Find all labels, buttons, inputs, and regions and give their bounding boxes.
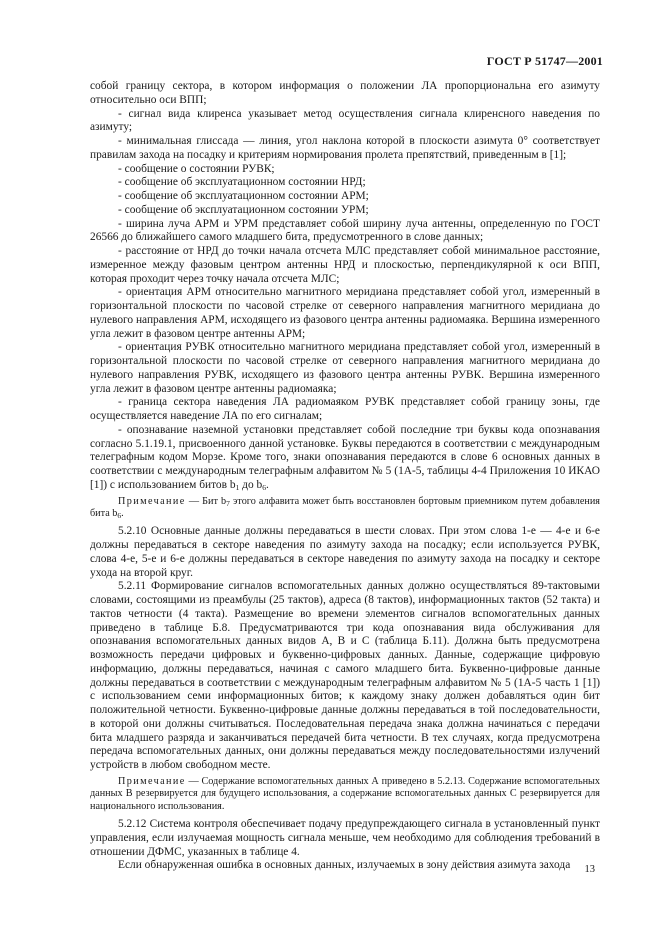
note-bit: Примечание — Бит $b_7$ этого алфавита может быть восстановлен бортовым приемником путем добавления бита $b_6$. — [90, 495, 600, 520]
list-item: - сообщение об эксплуатационном состоянии НРД; — [118, 176, 366, 189]
clause-5-2-12: 5.2.12 Система контроля обеспечивает подачу предупреждающего сигнала в установленный пункт управления, если излучаемая мощность сигнала меньше, чем необходимо для соблюдения требований в отношении ДФМС, указанных в таблице 4. — [90, 818, 600, 858]
paragraph-identification: - опознавание наземной установки представляет собой последние три буквы кода опознавания согласно 5.1.19.1, присвоенного данной установке. Буквы передаются в соответствии с международным телеграфным кодом Морзе. Кроме того, знаки опознавания передаются в слове 6 основных данных в соответствии с международным телеграфным алфавитом № 5 (1А-5, таблицы 4-4 Приложения 10 ИКАО [1]) с использованием битов $b_1$ до $b_6$. — [90, 423, 600, 492]
list-item: - ориентация РУВК относительно магнитного меридиана представляет собой угол, измеренный в горизонтальной плоскости по часовой стрелке от северного направления магнитного меридиана до нулевого направления РУВК, исходящего из фазового центра антенны РУВК. Вершина измеренного угла лежит в фазовом центре антенны радиомаяка; — [90, 341, 600, 395]
clause-5-2-11: 5.2.11 Формирование сигналов вспомогательных данных должно осуществляться 89-тактовыми словами, состоящими из преамбулы (25 тактов), адреса (8 тактов), информационных тактов (52 такта) и тактов четности (4 такта). Размещение во времени элементов сигналов вспомогательных данных приведено в таблице Б.8. Предусматриваются три кода опознавания вида обслуживания для опознавания вспомогательных данных видов А, В и С (таблица Б.11). Должна быть предусмотрена возможность передачи цифровых и буквенно-цифровых данных. Данные, содержащие цифровую информацию, должны передаваться, начиная с самого младшего бита. Буквенно-цифровые данные должны передаваться в соответствии с международным телеграфным алфавитом № 5 (1А-5 часть 1 [1]) с использованием семи информационных битов; к каждому знаку должен добавляться один бит положительной четности. Буквенно-цифровые данные должны передаваться в той последовательности, в которой они должны считываться. Последовательная передача знака должна начинаться с передачи бита младшего разряда и заканчиваться передачей бита четности. В тех случаях, когда предусмотрена передача вспомогательных данных, они должны передаваться между последовательностями излучений устройств в любом свободном месте. — [90, 580, 600, 772]
definitions-list — [90, 80, 600, 424]
list-item: - расстояние от НРД до точки начала отсчета МЛС представляет собой минимальное расстояние, измеренное между фазовым центром антенны НРД и плоскостью, перпендикулярной к оси ВПП, которая проходит через точку начала отсчета МЛС; — [90, 245, 600, 285]
note-auxiliary-data: Примечание — Содержание вспомогательных данных А приведено в 5.2.13. Содержание вспомогательных данных В резервируется для будущего использования, а содержание вспомогательных данных С резервируется для национального использования. — [90, 775, 600, 812]
paragraph-error-detection: Если обнаруженная ошибка в основных данных, излучаемых в зону действия азимута захода — [118, 859, 571, 872]
document-header: ГОСТ Р 51747—2001 — [486, 54, 603, 68]
list-item: - минимальная глиссада — линия, угол наклона которой в плоскости азимута 0° соответствует правилам захода на посадку и критериям нормирования пролета препятствий, приведенным в [1]; — [90, 135, 600, 161]
list-item: - ориентация АРМ относительно магнитного меридиана представляет собой угол, измеренный в горизонтальной плоскости по часовой стрелке от северного направления магнитного меридиана до нулевого направления АРМ, исходящего из фазового центра антенны радиомаяка. Вершина измеренного угла лежит в фазовом центре антенны АРМ; — [90, 286, 600, 340]
page-body — [90, 80, 600, 873]
list-item: - сообщение о состоянии РУВК; — [118, 162, 275, 175]
list-item: собой границу сектора, в котором информация о положении ЛА пропорциональна его азимуту относительно оси ВПП; — [90, 80, 600, 106]
list-item: - сообщение об эксплуатационном состоянии АРМ; — [118, 190, 369, 202]
list-item: - граница сектора наведения ЛА радиомаяком РУВК представляет собой границу зоны, где осуществляется наведение ЛА по его сигналам; — [90, 396, 600, 422]
clause-5-2-10: 5.2.10 Основные данные должны передаваться в шести словах. При этом слова 1-е — 4-е и 6-е должны передаваться в секторе наведения по азимуту захода на посадку; если используется РУВК, слова 4-е, 5-е и 6-е должны передаваться в секторе наведения по азимуту захода на посадку и секторе ухода на второй круг. — [90, 525, 600, 579]
list-item: - сообщение об эксплуатационном состоянии УРМ; — [118, 203, 369, 216]
list-item: - ширина луча АРМ и УРМ представляет собой ширину луча антенны, определенную по ГОСТ 26566 до ближайшего самого младшего бита, предусмотренного в слове данных; — [90, 217, 600, 244]
page-number: 13 — [584, 864, 595, 875]
list-item: - сигнал вида клиренса указывает метод осуществления сигнала клиренсного наведения по азимуту; — [90, 107, 600, 134]
